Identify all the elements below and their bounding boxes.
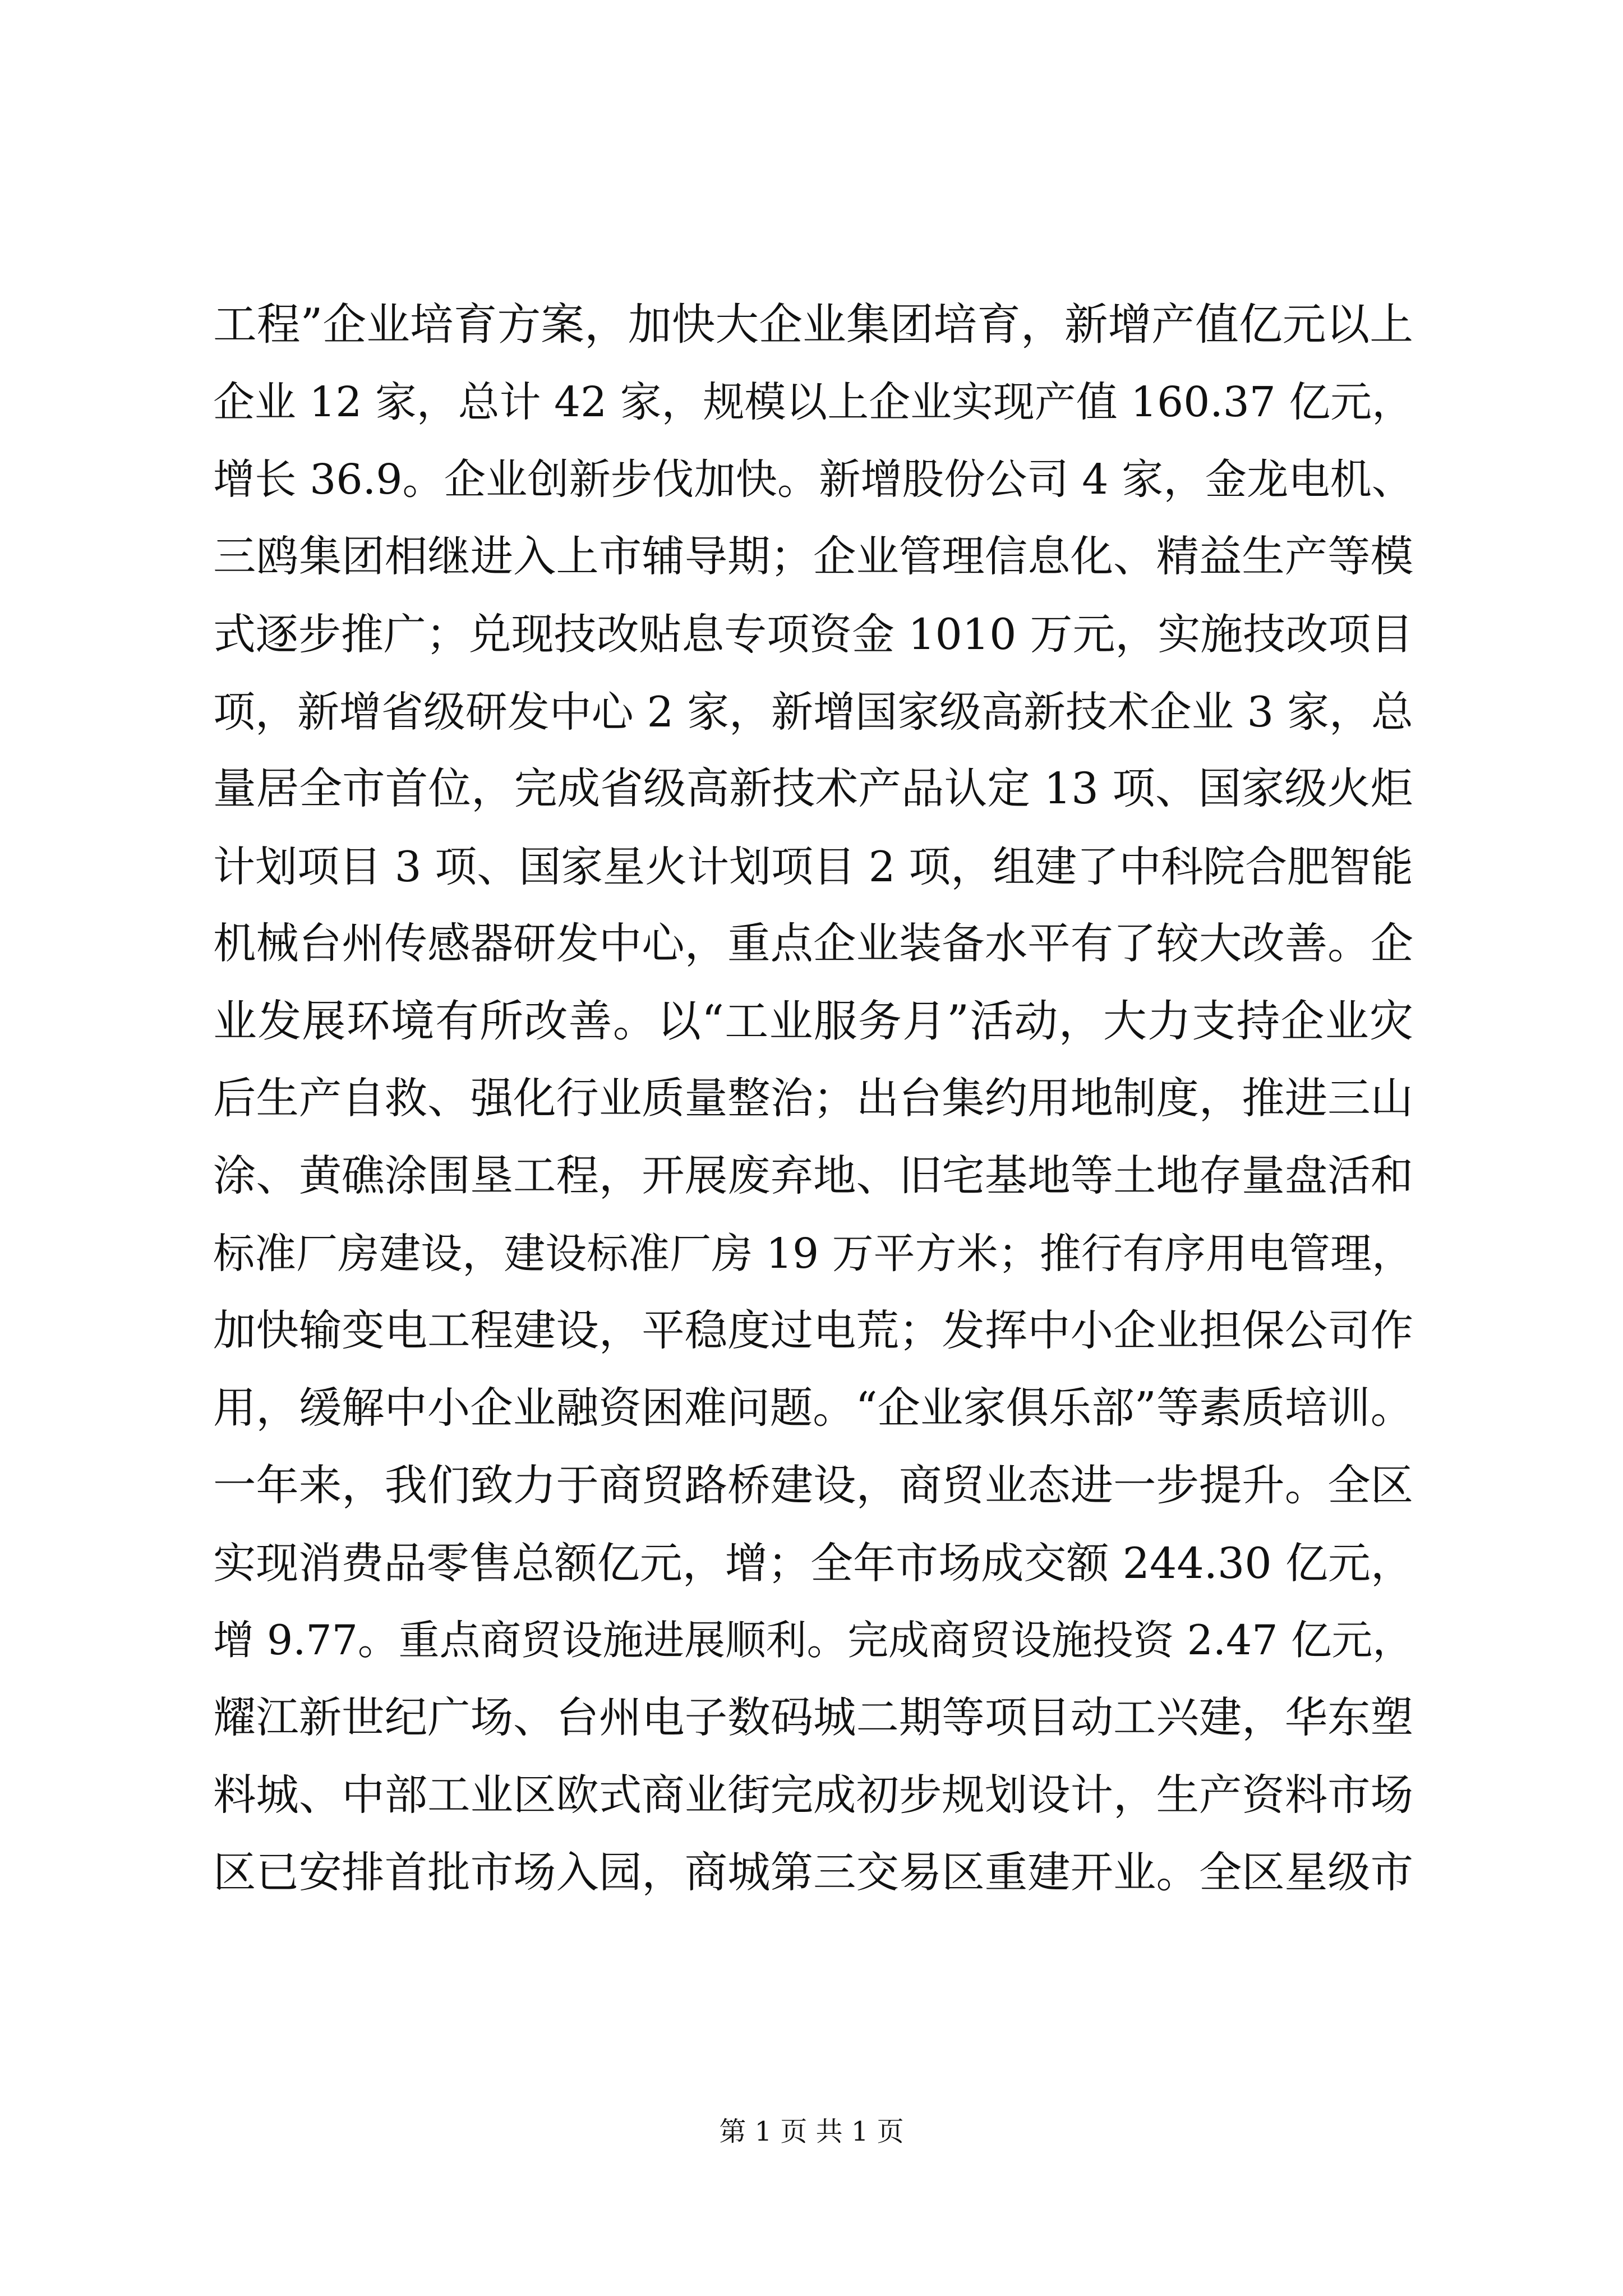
- text-line: 后生产自救、强化行业质量整治；出台集约用地制度，推进三山: [213, 1074, 1413, 1124]
- text-line: 工程”企业培育方案，加快大企业集团培育，新增产值亿元以上: [213, 300, 1413, 350]
- text-line: 机械台州传感器研发中心，重点企业装备水平有了较大改善。企: [213, 919, 1413, 969]
- text-line: 项，新增省级研发中心 2 家，新增国家级高新技术企业 3 家，总: [213, 687, 1413, 737]
- page-footer: 第 1 页 共 1 页: [719, 2116, 904, 2147]
- text-line: 增 9.77。重点商贸设施进展顺利。完成商贸设施投资 2.47 亿元，: [213, 1617, 1413, 1664]
- text-line: 式逐步推广；兑现技改贴息专项资金 1010 万元，实施技改项目: [213, 610, 1413, 659]
- text-line: 业发展环境有所改善。以“工业服务月”活动，大力支持企业灾: [213, 996, 1413, 1047]
- text-line: 耀江新世纪广场、台州电子数码城二期等项目动工兴建，华东塑: [213, 1693, 1413, 1743]
- text-line: 量居全市首位，完成省级高新技术产品认定 13 项、国家级火炬: [213, 764, 1413, 814]
- body-text: [213, 286, 1413, 1912]
- text-line: 区已安排首批市场入园，商城第三交易区重建开业。全区星级市: [213, 1848, 1413, 1898]
- text-line: 涂、黄礁涂围垦工程，开展废弃地、旧宅基地等土地存量盘活和: [213, 1151, 1413, 1201]
- text-line: 计划项目 3 项、国家星火计划项目 2 项，组建了中科院合肥智能: [213, 842, 1413, 891]
- text-line: 增长 36.9。企业创新步伐加快。新增股份公司 4 家，金龙电机、: [213, 455, 1413, 504]
- text-line: 标准厂房建设，建设标准厂房 19 万平方米；推行有序用电管理，: [213, 1230, 1413, 1278]
- text-line: 用，缓解中小企业融资困难问题。“企业家俱乐部”等素质培训。: [213, 1383, 1413, 1433]
- text-line: 料城、中部工业区欧式商业街完成初步规划设计，生产资料市场: [213, 1770, 1413, 1820]
- text-line: 加快输变电工程建设，平稳度过电荒；发挥中小企业担保公司作: [213, 1306, 1413, 1356]
- text-line: 实现消费品零售总额亿元，增；全年市场成交额 244.30 亿元，: [213, 1538, 1413, 1588]
- text-line: 三鸥集团相继进入上市辅导期；企业管理信息化、精益生产等模: [213, 532, 1413, 582]
- text-line: 一年来，我们致力于商贸路桥建设，商贸业态进一步提升。全区: [213, 1461, 1413, 1511]
- text-line: 企业 12 家，总计 42 家，规模以上企业实现产值 160.37 亿元，: [213, 378, 1413, 426]
